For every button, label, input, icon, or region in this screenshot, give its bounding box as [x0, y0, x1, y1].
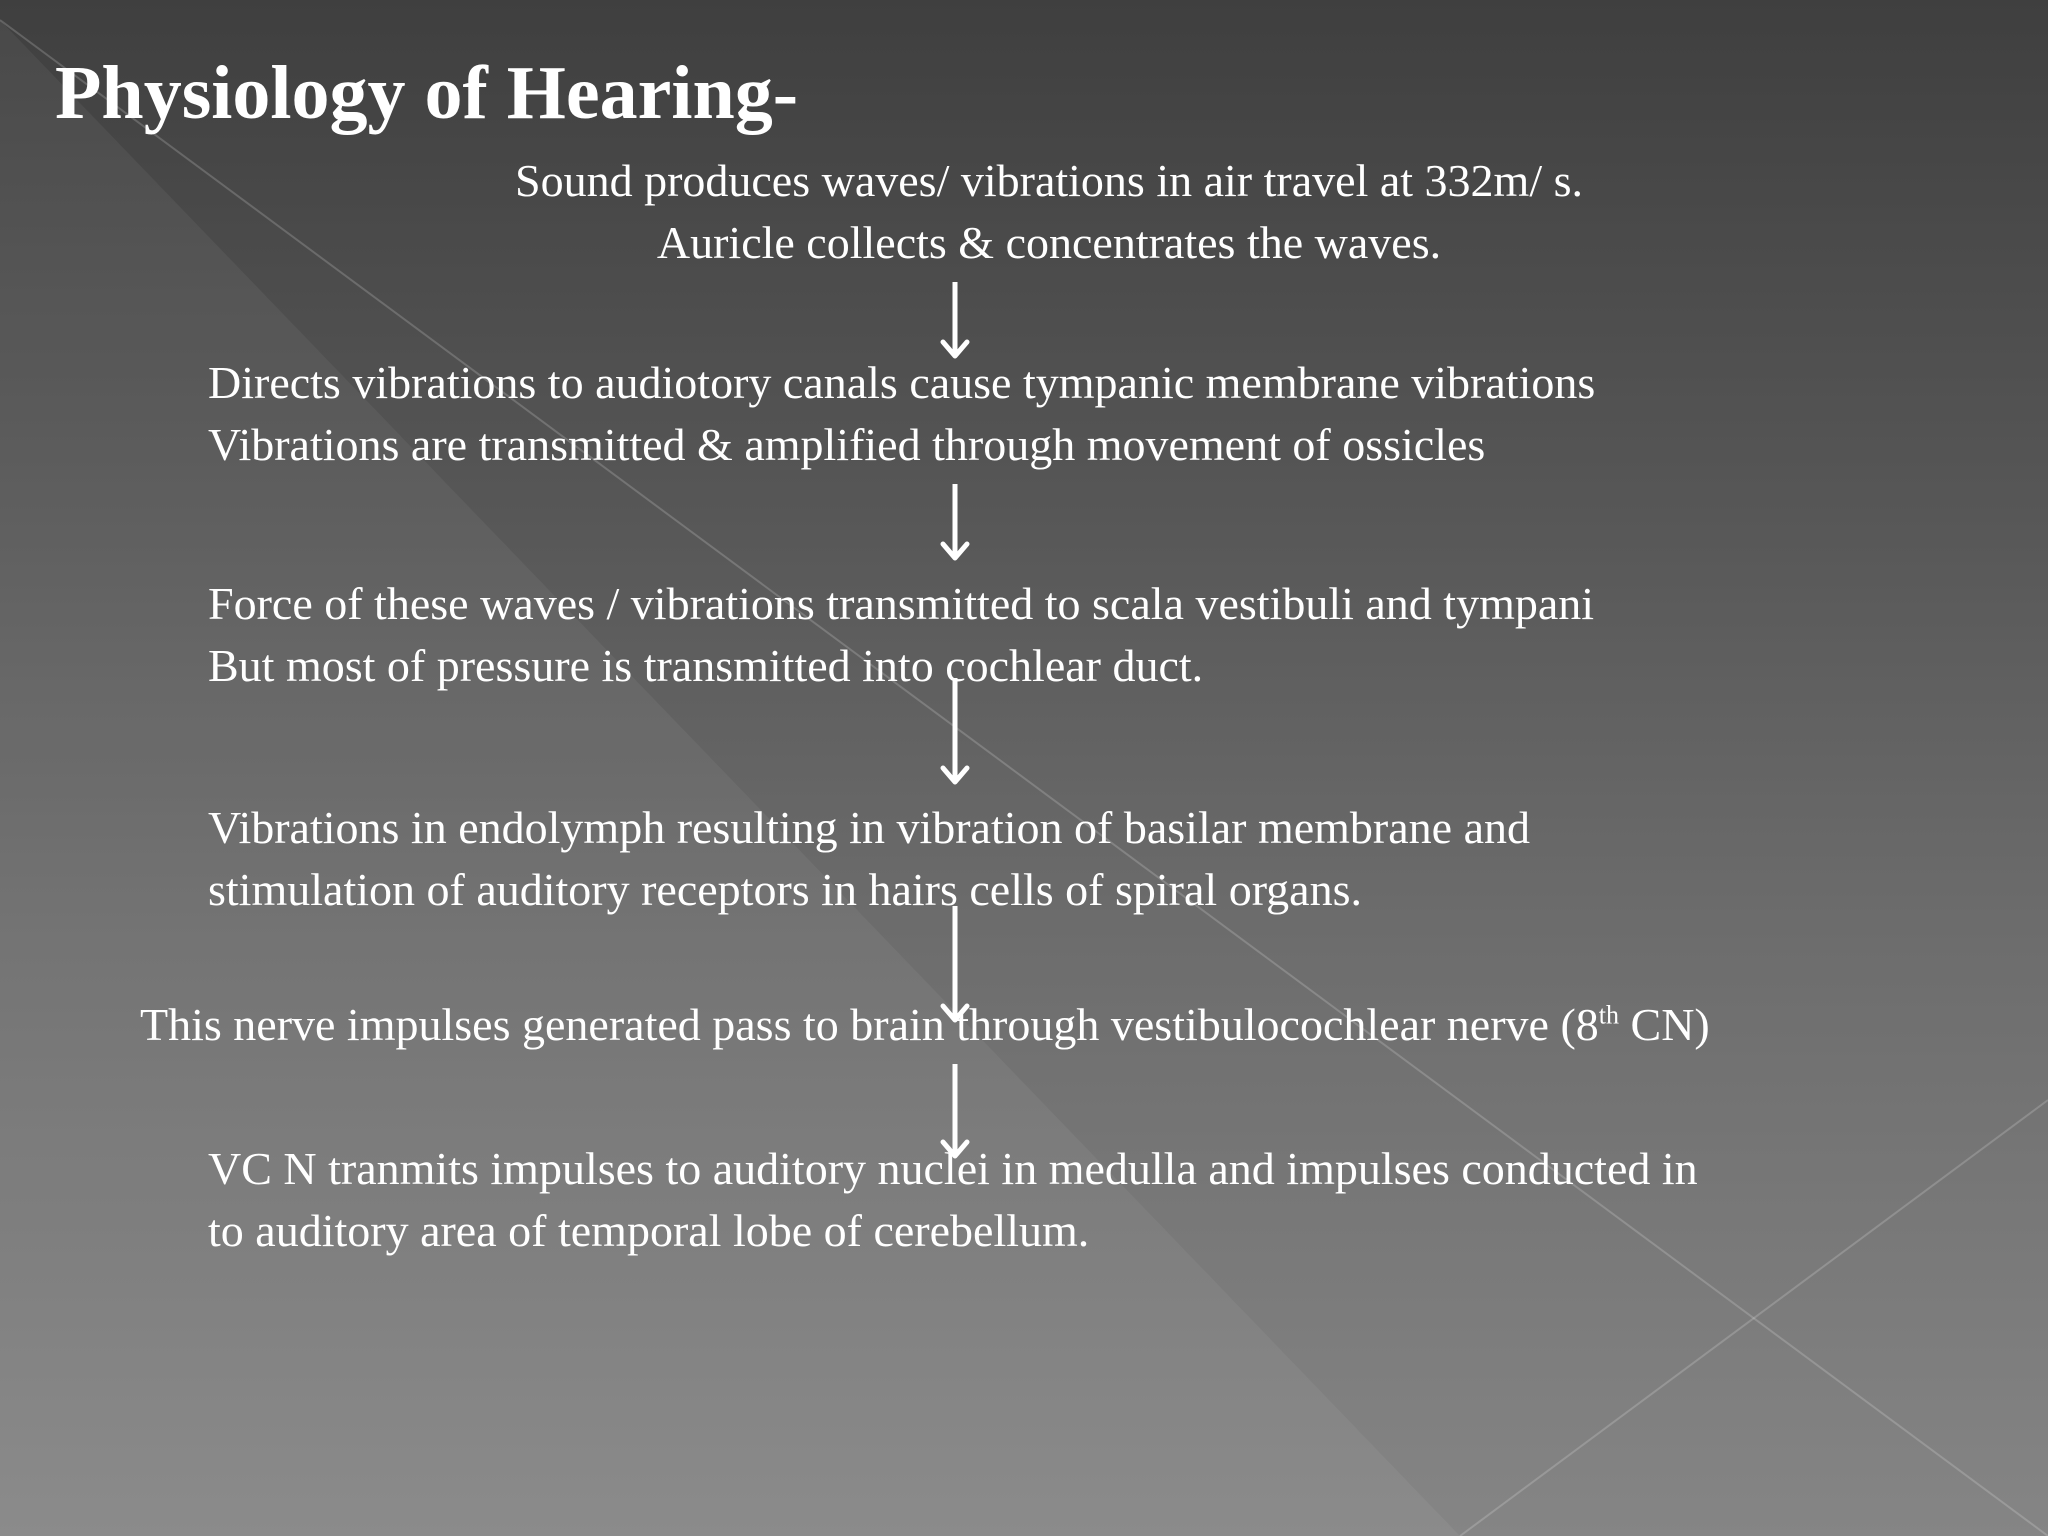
- flow-step-6: [208, 1138, 1698, 1262]
- step-6-line-2: to auditory area of temporal lobe of cerebellum.: [208, 1205, 1090, 1256]
- step-5-text: This nerve impulses generated pass to brain through vestibulocochlear nerve (8: [140, 999, 1599, 1050]
- step-4-line-1: Vibrations in endolymph resulting in vibration of basilar membrane and: [208, 802, 1531, 853]
- step-3-line-1: Force of these waves / vibrations transmitted to scala vestibuli and tympani: [208, 578, 1595, 629]
- flow-arrow-down-icon: [940, 484, 970, 562]
- step-2-line-1: Directs vibrations to audiotory canals cause tympanic membrane vibrations: [208, 357, 1596, 408]
- step-1-line-2: Auricle collects & concentrates the waves.: [656, 217, 1442, 268]
- step-2-line-2: Vibrations are transmitted & amplified through movement of ossicles: [208, 419, 1486, 470]
- slide-title: Physiology of Hearing-: [55, 51, 799, 135]
- flow-step-2: [208, 352, 1595, 476]
- step-1-line-1: Sound produces waves/ vibrations in air travel at 332m/ s.: [514, 155, 1584, 206]
- step-3-line-2: But most of pressure is transmitted into cochlear duct.: [208, 640, 1204, 691]
- flow-arrow-down-icon: [940, 678, 970, 786]
- step-5-superscript: th: [1598, 1000, 1620, 1030]
- step-5-text-end: CN): [1619, 999, 1710, 1050]
- flow-step-4: [208, 797, 1530, 921]
- flow-step-1: [0, 150, 2048, 274]
- flow-arrow-down-icon: [940, 282, 970, 360]
- step-4-line-2: stimulation of auditory receptors in hairs cells of spiral organs.: [208, 864, 1362, 915]
- flow-step-5: [140, 994, 1710, 1056]
- flow-step-3: [208, 573, 1594, 697]
- step-6-line-1: VC N tranmits impulses to auditory nuclei in medulla and impulses conducted in: [208, 1143, 1698, 1194]
